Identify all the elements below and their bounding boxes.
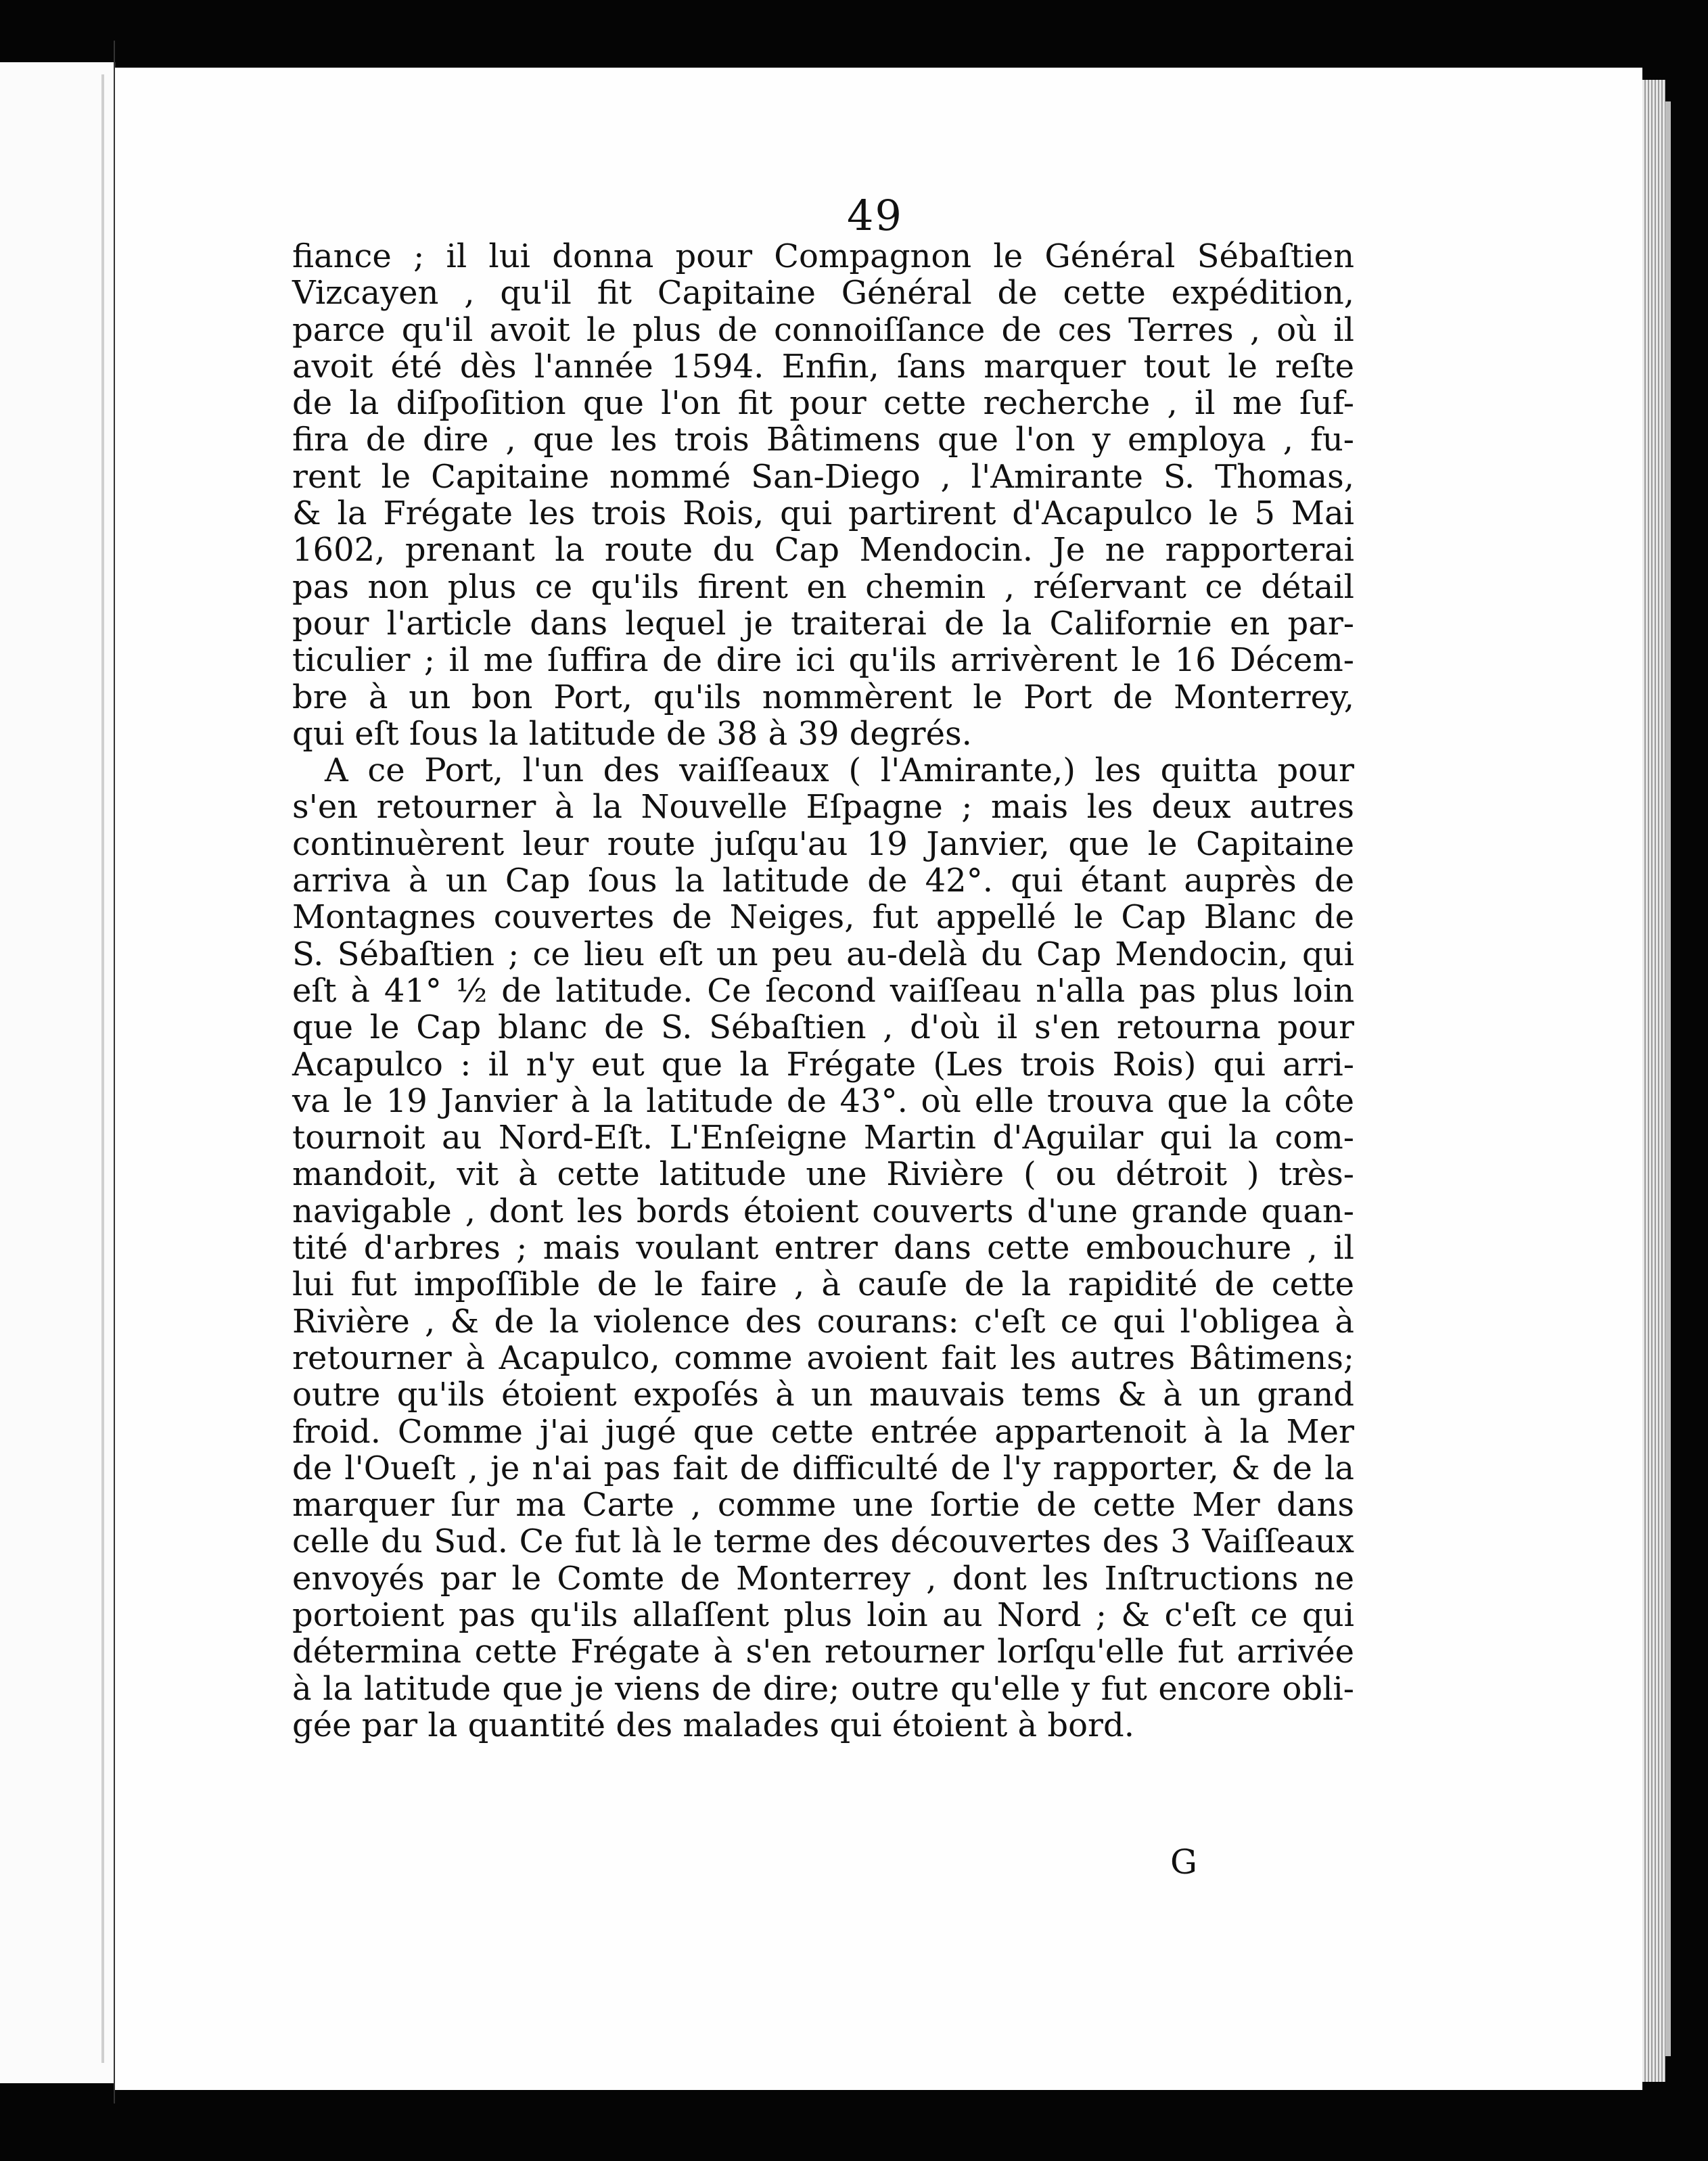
- text-line: parce qu'il avoit le plus de connoiſſance de ces Terres , où il: [292, 310, 1354, 349]
- text-line: A ce Port, l'un des vaiſſeaux ( l'Amirante,) les quitta pour: [325, 751, 1354, 790]
- text-line: avoit été dès l'année 1594. Enfin, ſans marquer tout le reſte: [292, 347, 1354, 386]
- text-line: mandoit, vit à cette latitude une Rivière ( ou détroit ) très-: [292, 1155, 1354, 1194]
- text-line: pas non plus ce qu'ils firent en chemin , réſervant ce détail: [292, 567, 1354, 606]
- text-line: gée par la quantité des malades qui étoient à bord.: [292, 1706, 1134, 1744]
- page-number: 49: [847, 191, 903, 240]
- text-line: à la latitude que je viens de dire; outre qu'elle y fut encore obli-: [292, 1669, 1354, 1708]
- text-line: eſt à 41° ½ de latitude. Ce ſecond vaiſſeau n'alla pas plus loin: [292, 971, 1354, 1010]
- text-line: de la diſpoſition que l'on fit pour cette recherche , il me ſuf-: [292, 384, 1354, 423]
- text-line: outre qu'ils étoient expoſés à un mauvais tems & à un grand: [292, 1376, 1354, 1414]
- text-line: portoient pas qu'ils allaſſent plus loin au Nord ; & c'eſt ce qui: [292, 1596, 1354, 1634]
- text-line: détermina cette Frégate à s'en retourner lorſqu'elle fut arrivée: [292, 1633, 1354, 1671]
- text-line: & la Frégate les trois Rois, qui partirent d'Acapulco le 5 Mai: [292, 494, 1354, 533]
- text-line: celle du Sud. Ce fut là le terme des découvertes des 3 Vaiſſeaux: [292, 1523, 1354, 1561]
- text-line: Acapulco : il n'y eut que la Frégate (Les trois Rois) qui arri-: [292, 1045, 1354, 1084]
- text-line: de l'Oueſt , je n'ai pas fait de difficulté de l'y rapporter, & de la: [292, 1449, 1354, 1487]
- text-line: fiance ; il lui donna pour Compagnon le Général Sébaſtien: [292, 237, 1354, 275]
- text-line: retourner à Acapulco, comme avoient fait les autres Bâtimens;: [292, 1339, 1354, 1377]
- text-line: Rivière , & de la violence des courans: c'eſt ce qui l'obligea à: [292, 1302, 1354, 1341]
- text-line: 1602, prenant la route du Cap Mendocin. Je ne rapporterai: [292, 531, 1354, 570]
- text-line: va le 19 Janvier à la latitude de 43°. où elle trouva que la côte: [292, 1082, 1354, 1120]
- text-line: arriva à un Cap ſous la latitude de 42°. qui étant auprès de: [292, 862, 1354, 900]
- text-line: tournoit au Nord-Eſt. L'Enſeigne Martin d'Aguilar qui la com-: [292, 1119, 1354, 1157]
- text-line: envoyés par le Comte de Monterrey , dont les Inſtructions ne: [292, 1559, 1354, 1598]
- text-line: pour l'article dans lequel je traiterai de la Californie en par-: [292, 604, 1354, 643]
- text-line: bre à un bon Port, qu'ils nommèrent le Port de Monterrey,: [292, 678, 1354, 716]
- text-line: ticulier ; il me ſuffira de dire ici qu'ils arrivèrent le 16 Décem-: [292, 641, 1354, 680]
- signature-mark: G: [1170, 1842, 1197, 1882]
- page-stack-outer-edge: [1665, 101, 1671, 2056]
- text-line: navigable , dont les bords étoient couverts d'une grande quan-: [292, 1192, 1354, 1230]
- text-line: marquer ſur ma Carte , comme une ſortie de cette Mer dans: [292, 1486, 1354, 1525]
- text-line: S. Sébaſtien ; ce lieu eſt un peu au-delà du Cap Mendocin, qui: [292, 935, 1354, 973]
- text-line: rent le Capitaine nommé San-Diego , l'Amirante S. Thomas,: [292, 457, 1354, 496]
- text-line: froid. Comme j'ai jugé que cette entrée appartenoit à la Mer: [292, 1412, 1354, 1451]
- text-line: Montagnes couvertes de Neiges, fut appellé le Cap Blanc de: [292, 898, 1354, 937]
- text-line: qui eſt ſous la latitude de 38 à 39 degrés.: [292, 714, 972, 753]
- text-line: que le Cap blanc de S. Sébaſtien , d'où il s'en retourna pour: [292, 1008, 1354, 1047]
- previous-page-shadow: [101, 74, 104, 2063]
- body-text: [292, 238, 1354, 1744]
- book-page: [115, 68, 1642, 2090]
- text-line: continuèrent leur route juſqu'au 19 Janvier, que le Capitaine: [292, 824, 1354, 863]
- text-line: Vizcayen , qu'il fit Capitaine Général de cette expédition,: [292, 274, 1354, 312]
- text-line: fira de dire , que les trois Bâtimens que l'on y employa , fu-: [292, 421, 1354, 459]
- text-line: s'en retourner à la Nouvelle Eſpagne ; mais les deux autres: [292, 788, 1354, 827]
- page-stack-edge: [1642, 80, 1665, 2082]
- previous-page-edge: [0, 62, 116, 2083]
- text-line: lui fut impoſſible de le faire , à cauſe de la rapidité de cette: [292, 1265, 1354, 1304]
- text-line: tité d'arbres ; mais voulant entrer dans cette embouchure , il: [292, 1229, 1354, 1268]
